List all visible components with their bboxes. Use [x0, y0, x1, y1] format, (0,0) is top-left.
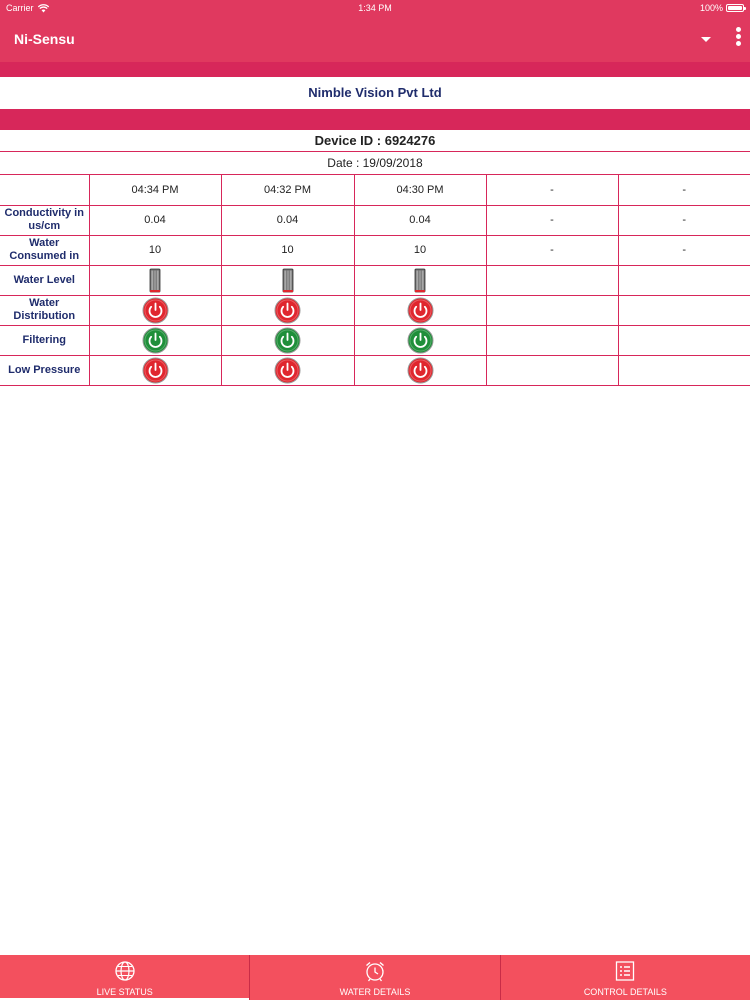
value-cell	[89, 325, 221, 355]
globe-icon	[113, 959, 137, 983]
time-cell: -	[486, 175, 618, 205]
power-on-icon	[274, 334, 301, 346]
power-off-icon	[274, 304, 301, 316]
row-label: Water Distribution	[0, 295, 89, 325]
value-cell	[89, 265, 221, 295]
time-cell: 04:32 PM	[221, 175, 354, 205]
power-off-icon	[142, 364, 169, 376]
dot-icon	[736, 41, 741, 46]
time-cell: 04:34 PM	[89, 175, 221, 205]
power-on-icon	[407, 334, 434, 346]
row-label: Water Level	[0, 265, 89, 295]
value-cell: 0.04	[221, 205, 354, 235]
value-cell	[354, 295, 486, 325]
value-cell: 0.04	[89, 205, 221, 235]
tab-label: LIVE STATUS	[96, 987, 153, 997]
corner-cell	[0, 175, 89, 205]
empty-cell	[486, 265, 618, 295]
low-pressure-row	[0, 355, 750, 385]
value-cell: 0.04	[354, 205, 486, 235]
row-label: Water Consumed in	[0, 235, 89, 265]
power-off-icon	[407, 364, 434, 376]
value-cell: 10	[221, 235, 354, 265]
dot-icon	[736, 27, 741, 32]
value-cell	[221, 355, 354, 385]
power-on-icon	[142, 334, 169, 346]
status-time: 1:34 PM	[358, 3, 392, 13]
status-bar	[0, 0, 750, 16]
value-cell: -	[486, 235, 618, 265]
header-band-lower	[0, 109, 750, 130]
power-off-icon	[142, 304, 169, 316]
more-options-button[interactable]	[730, 27, 746, 51]
tab-water-details[interactable]	[250, 955, 500, 1000]
carrier-label: Carrier	[6, 3, 34, 13]
header-band	[0, 62, 750, 77]
value-cell	[89, 295, 221, 325]
conductivity-row	[0, 205, 750, 235]
power-off-icon	[407, 304, 434, 316]
empty-cell	[618, 355, 750, 385]
dropdown-arrow-icon[interactable]	[701, 37, 711, 42]
tab-label: WATER DETAILS	[339, 987, 411, 997]
value-cell: 10	[89, 235, 221, 265]
value-cell	[221, 325, 354, 355]
battery-percent: 100%	[699, 3, 723, 13]
date-label: Date : 19/09/2018	[0, 152, 750, 175]
filtering-row	[0, 325, 750, 355]
row-label: Conductivity in us/cm	[0, 205, 89, 235]
status-table	[0, 175, 750, 386]
list-icon	[613, 959, 637, 983]
water-tank-icon	[414, 274, 426, 286]
value-cell	[89, 355, 221, 385]
water-tank-icon	[282, 274, 294, 286]
empty-cell	[486, 355, 618, 385]
app-bar	[0, 16, 750, 62]
water-consumed-row	[0, 235, 750, 265]
dot-icon	[736, 34, 741, 39]
value-cell: -	[486, 205, 618, 235]
time-row	[0, 175, 750, 205]
value-cell	[221, 265, 354, 295]
row-label: Filtering	[0, 325, 89, 355]
tab-control-details[interactable]	[501, 955, 750, 1000]
value-cell: -	[618, 235, 750, 265]
time-cell: 04:30 PM	[354, 175, 486, 205]
company-name: Nimble Vision Pvt Ltd	[308, 85, 442, 100]
empty-cell	[618, 295, 750, 325]
value-cell: -	[618, 205, 750, 235]
empty-cell	[486, 295, 618, 325]
row-label: Low Pressure	[0, 355, 89, 385]
time-cell: -	[618, 175, 750, 205]
water-distribution-row	[0, 295, 750, 325]
value-cell	[354, 265, 486, 295]
water-level-row	[0, 265, 750, 295]
battery-icon	[726, 4, 744, 12]
app-title: Ni-Sensu	[14, 31, 75, 47]
alarm-clock-icon	[363, 959, 387, 983]
empty-cell	[486, 325, 618, 355]
power-off-icon	[274, 364, 301, 376]
water-tank-icon	[149, 274, 161, 286]
tab-live-status[interactable]	[0, 955, 250, 1000]
value-cell: 10	[354, 235, 486, 265]
value-cell	[221, 295, 354, 325]
empty-cell	[618, 325, 750, 355]
empty-cell	[618, 265, 750, 295]
value-cell	[354, 325, 486, 355]
bottom-tab-bar	[0, 955, 750, 1000]
device-id: Device ID : 6924276	[0, 130, 750, 152]
value-cell	[354, 355, 486, 385]
tab-label: CONTROL DETAILS	[583, 987, 667, 997]
battery-info	[700, 3, 744, 13]
